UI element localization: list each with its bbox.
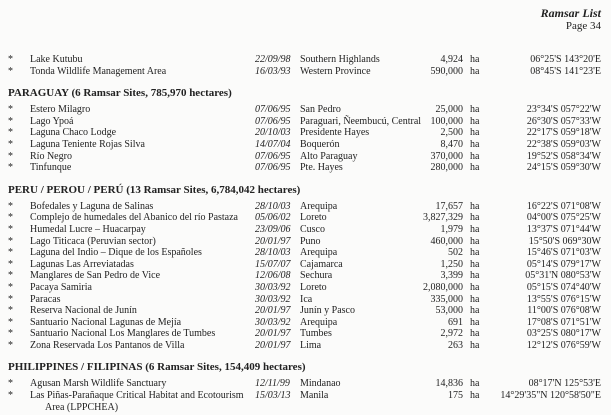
area-unit: ha (470, 390, 480, 402)
row-marker: * (8, 247, 13, 259)
site-name (30, 259, 255, 271)
country-section (8, 54, 601, 77)
site-row (8, 317, 601, 329)
area-unit: ha (470, 104, 480, 116)
site-area: 1,250 (440, 258, 463, 270)
site-location: Puno (300, 235, 321, 247)
area-unit: ha (470, 339, 480, 351)
site-location: Lima (300, 339, 322, 351)
designation-date: 30/03/92 (255, 293, 291, 305)
site-name-line1: Santuario Nacional Los Manglares de Tumbes (30, 328, 216, 340)
site-location: Boquerón (300, 138, 340, 150)
site-coordinates: 14°29'35"N 120°58'50"E (500, 390, 601, 402)
site-name (30, 390, 255, 413)
site-row (8, 270, 601, 282)
site-name-line1: Paracas (30, 293, 61, 305)
site-name-line1: Lagunas Las Arreviatadas (30, 258, 134, 270)
designation-date: 15/03/13 (255, 390, 291, 402)
site-location: Cusco (300, 223, 325, 235)
designation-date: 30/03/92 (255, 316, 291, 328)
site-name (30, 127, 255, 139)
site-coordinates: 22°38'S 059°03'W (526, 138, 601, 150)
site-location: Southern Highlands (300, 54, 380, 65)
site-location: Western Province (300, 65, 371, 77)
site-name-line1: Pacaya Samiria (30, 281, 92, 293)
site-location: Paraguari, Ñeembucú, Central (300, 115, 422, 127)
site-location: Presidente Hayes (300, 127, 370, 139)
site-row (8, 54, 601, 66)
row-marker: * (8, 328, 13, 340)
designation-date: 15/07/07 (255, 258, 291, 270)
site-row (8, 259, 601, 271)
site-name-line1: Manglares de San Pedro de Vice (30, 270, 161, 282)
area-unit: ha (470, 328, 480, 340)
site-area: 3,827,329 (423, 212, 463, 224)
site-name-line1: Laguna Teniente Rojas Silva (30, 138, 145, 150)
site-location: Mindanao (300, 378, 341, 390)
site-row (8, 247, 601, 259)
site-list (8, 54, 601, 413)
site-area: 370,000 (430, 150, 463, 162)
site-name (30, 66, 255, 78)
designation-date: 20/10/03 (255, 127, 291, 139)
row-marker: * (8, 162, 13, 174)
designation-date: 20/01/97 (255, 339, 291, 351)
section-heading: PERU / PEROU / PERÚ (13 Ramsar Sites, 6,784,042 hectares) (8, 183, 301, 196)
area-unit: ha (470, 138, 480, 150)
designation-date: 23/09/06 (255, 223, 291, 235)
area-unit: ha (470, 223, 480, 235)
site-row (8, 139, 601, 151)
area-unit: ha (470, 270, 480, 282)
site-area: 335,000 (430, 293, 463, 305)
site-area: 280,000 (430, 162, 463, 174)
designation-date: 16/03/93 (255, 65, 291, 77)
row-marker: * (8, 281, 13, 293)
site-area: 691 (448, 316, 463, 328)
site-coordinates: 03°25'S 080°17'W (526, 328, 601, 340)
section-rows (8, 54, 601, 77)
site-coordinates: 19°52'S 058°34'W (526, 150, 601, 162)
row-marker: * (8, 54, 13, 65)
row-marker: * (8, 150, 13, 162)
site-location: Manila (300, 390, 329, 402)
area-unit: ha (470, 200, 480, 212)
site-coordinates: 05°15'S 074°40'W (526, 281, 601, 293)
site-coordinates: 23°34'S 057°22'W (526, 104, 601, 116)
site-coordinates: 11°00'S 076°08'W (527, 305, 601, 317)
site-row (8, 294, 601, 306)
site-coordinates: 17°08'S 071°51'W (526, 316, 601, 328)
site-row (8, 378, 601, 390)
area-unit: ha (470, 54, 480, 65)
site-name-line1: Laguna Chaco Lodge (30, 127, 117, 139)
designation-date: 07/06/95 (255, 115, 291, 127)
site-name (30, 224, 255, 236)
site-name-line1: Laguna del Indio – Dique de los Españoles (30, 247, 202, 259)
designation-date: 20/01/97 (255, 328, 291, 340)
section-heading: PARAGUAY (6 Ramsar Sites, 785,970 hectares) (8, 87, 232, 100)
site-row (8, 162, 601, 174)
site-location: Alto Paraguay (300, 150, 358, 162)
site-name-line1: Reserva Nacional de Junín (30, 305, 137, 317)
country-section (8, 183, 601, 352)
site-location: Arequipa (300, 316, 338, 328)
section-rows (8, 378, 601, 413)
site-name (30, 282, 255, 294)
site-name-line1: Río Negro (30, 150, 72, 162)
site-area: 14,836 (435, 378, 463, 390)
area-unit: ha (470, 316, 480, 328)
row-marker: * (8, 65, 13, 77)
area-unit: ha (470, 65, 480, 77)
site-row (8, 224, 601, 236)
site-area: 2,972 (440, 328, 463, 340)
site-name-line1: Complejo de humedales del Abanico del río Pastaza (30, 212, 238, 224)
site-name (30, 305, 255, 317)
site-coordinates: 15°50'S 069°30W (528, 235, 601, 247)
site-name-line1: Humedal Lucre – Huacarpay (30, 223, 146, 235)
site-name (30, 340, 255, 352)
country-section (8, 86, 601, 174)
site-area: 100,000 (430, 115, 463, 127)
area-unit: ha (470, 378, 480, 390)
area-unit: ha (470, 127, 480, 139)
area-unit: ha (470, 212, 480, 224)
site-name-line1: Bofedales y Laguna de Salinas (30, 200, 154, 212)
site-location: Sechura (300, 270, 333, 282)
site-row (8, 201, 601, 213)
site-location: Loreto (300, 212, 327, 224)
document-header (8, 7, 601, 33)
site-coordinates: 24°15'S 059°30'W (526, 162, 601, 174)
site-name-line1: Zona Reservada Los Pantanos de Villa (30, 339, 185, 351)
area-unit: ha (470, 281, 480, 293)
section-heading: PHILIPPINES / FILIPINAS (6 Ramsar Sites, 154,409 hectares) (8, 361, 306, 374)
site-row (8, 282, 601, 294)
site-name (30, 139, 255, 151)
site-area: 460,000 (430, 235, 463, 247)
site-name (30, 151, 255, 163)
site-location: Loreto (300, 281, 327, 293)
site-area: 175 (448, 390, 463, 402)
row-marker: * (8, 104, 13, 116)
site-area: 2,500 (440, 127, 463, 139)
site-row (8, 340, 601, 352)
site-name (30, 162, 255, 174)
row-marker: * (8, 115, 13, 127)
country-section (8, 360, 601, 413)
site-area: 4,924 (440, 54, 463, 65)
site-location: Cajamarca (300, 258, 343, 270)
site-area: 590,000 (430, 65, 463, 77)
site-coordinates: 13°37'S 071°44'W (526, 223, 601, 235)
section-rows (8, 201, 601, 352)
area-unit: ha (470, 247, 480, 259)
designation-date: 07/06/95 (255, 104, 291, 116)
designation-date: 20/01/97 (255, 235, 291, 247)
site-area: 8,470 (440, 138, 463, 150)
row-marker: * (8, 339, 13, 351)
row-marker: * (8, 293, 13, 305)
site-name (30, 201, 255, 213)
site-name (30, 294, 255, 306)
designation-date: 22/09/98 (255, 54, 291, 65)
site-coordinates: 12°12'S 076°59'W (526, 339, 601, 351)
site-name (30, 247, 255, 259)
site-name (30, 212, 255, 224)
row-marker: * (8, 270, 13, 282)
site-row (8, 127, 601, 139)
row-marker: * (8, 305, 13, 317)
designation-date: 05/06/02 (255, 212, 291, 224)
site-name-line1: Estero Milagro (30, 104, 91, 116)
site-row (8, 151, 601, 163)
site-name (30, 116, 255, 128)
site-location: Ica (300, 293, 313, 305)
section-rows (8, 104, 601, 174)
site-coordinates: 26°30'S 057°33'W (526, 115, 601, 127)
site-coordinates: 16°22'S 071°08'W (526, 200, 601, 212)
area-unit: ha (470, 162, 480, 174)
row-marker: * (8, 235, 13, 247)
site-name-line1: Lago Ypoá (30, 115, 74, 127)
site-name (30, 378, 255, 390)
designation-date: 12/06/08 (255, 270, 291, 282)
site-area: 502 (448, 247, 463, 259)
site-row (8, 212, 601, 224)
designation-date: 14/07/04 (255, 138, 291, 150)
row-marker: * (8, 378, 13, 390)
designation-date: 30/03/92 (255, 281, 291, 293)
site-name (30, 270, 255, 282)
site-area: 53,000 (435, 305, 463, 317)
site-location: Junín y Pasco (300, 305, 355, 317)
site-row (8, 328, 601, 340)
site-coordinates: 15°46'S 071°03'W (526, 247, 601, 259)
area-unit: ha (470, 305, 480, 317)
area-unit: ha (470, 115, 480, 127)
site-coordinates: 06°25'S 143°20'E (530, 54, 601, 65)
site-row (8, 236, 601, 248)
site-name-line1: Tinfunque (30, 162, 72, 174)
site-name-line1: Lago Titicaca (Peruvian sector) (30, 235, 156, 247)
site-location: Tumbes (300, 328, 332, 340)
site-name-line1: Agusan Marsh Wildlife Sanctuary (30, 378, 167, 390)
site-name (30, 236, 255, 248)
page-number: Page 34 (565, 20, 601, 32)
site-area: 17,657 (435, 200, 463, 212)
site-location: Pte. Hayes (300, 162, 343, 174)
designation-date: 07/06/95 (255, 150, 291, 162)
site-coordinates: 05°14'S 079°17'W (526, 258, 601, 270)
designation-date: 28/10/03 (255, 200, 291, 212)
site-area: 1,979 (440, 223, 463, 235)
site-row (8, 104, 601, 116)
row-marker: * (8, 316, 13, 328)
site-row (8, 390, 601, 413)
site-name-line1: Lake Kutubu (30, 54, 83, 65)
site-area: 25,000 (435, 104, 463, 116)
site-area: 3,399 (440, 270, 463, 282)
site-coordinates: 04°00'S 075°25'W (526, 212, 601, 224)
site-name (30, 328, 255, 340)
site-row (8, 116, 601, 128)
row-marker: * (8, 212, 13, 224)
site-name-line2: Area (LPPCHEA) (45, 401, 119, 413)
site-row (8, 66, 601, 78)
site-coordinates: 13°55'S 076°15'W (526, 293, 601, 305)
site-location: Arequipa (300, 247, 338, 259)
designation-date: 12/11/99 (255, 378, 290, 390)
site-location: Arequipa (300, 200, 338, 212)
site-location: San Pedro (300, 104, 341, 116)
area-unit: ha (470, 235, 480, 247)
site-coordinates: 05°31'N 080°53'W (525, 270, 601, 282)
site-name (30, 104, 255, 116)
designation-date: 07/06/95 (255, 162, 291, 174)
designation-date: 20/01/97 (255, 305, 291, 317)
site-row (8, 305, 601, 317)
row-marker: * (8, 390, 13, 402)
site-name-line1: Tonda Wildlife Management Area (30, 65, 167, 77)
site-name (30, 317, 255, 329)
site-coordinates: 08°17'N 125°53'E (528, 378, 601, 390)
row-marker: * (8, 138, 13, 150)
row-marker: * (8, 127, 13, 139)
site-name-line1: Las Piñas-Parañaque Critical Habitat and Ecotourism (30, 390, 244, 402)
site-name (30, 54, 255, 66)
area-unit: ha (470, 258, 480, 270)
site-name-line1: Santuario Nacional Lagunas de Mejía (30, 316, 182, 328)
designation-date: 28/10/03 (255, 247, 291, 259)
area-unit: ha (470, 150, 480, 162)
site-area: 263 (448, 339, 463, 351)
area-unit: ha (470, 293, 480, 305)
document-title: Ramsar List (540, 6, 601, 20)
row-marker: * (8, 258, 13, 270)
site-coordinates: 22°17'S 059°18'W (526, 127, 601, 139)
row-marker: * (8, 200, 13, 212)
row-marker: * (8, 223, 13, 235)
site-area: 2,080,000 (423, 281, 463, 293)
site-coordinates: 08°45'S 141°23'E (530, 65, 601, 77)
